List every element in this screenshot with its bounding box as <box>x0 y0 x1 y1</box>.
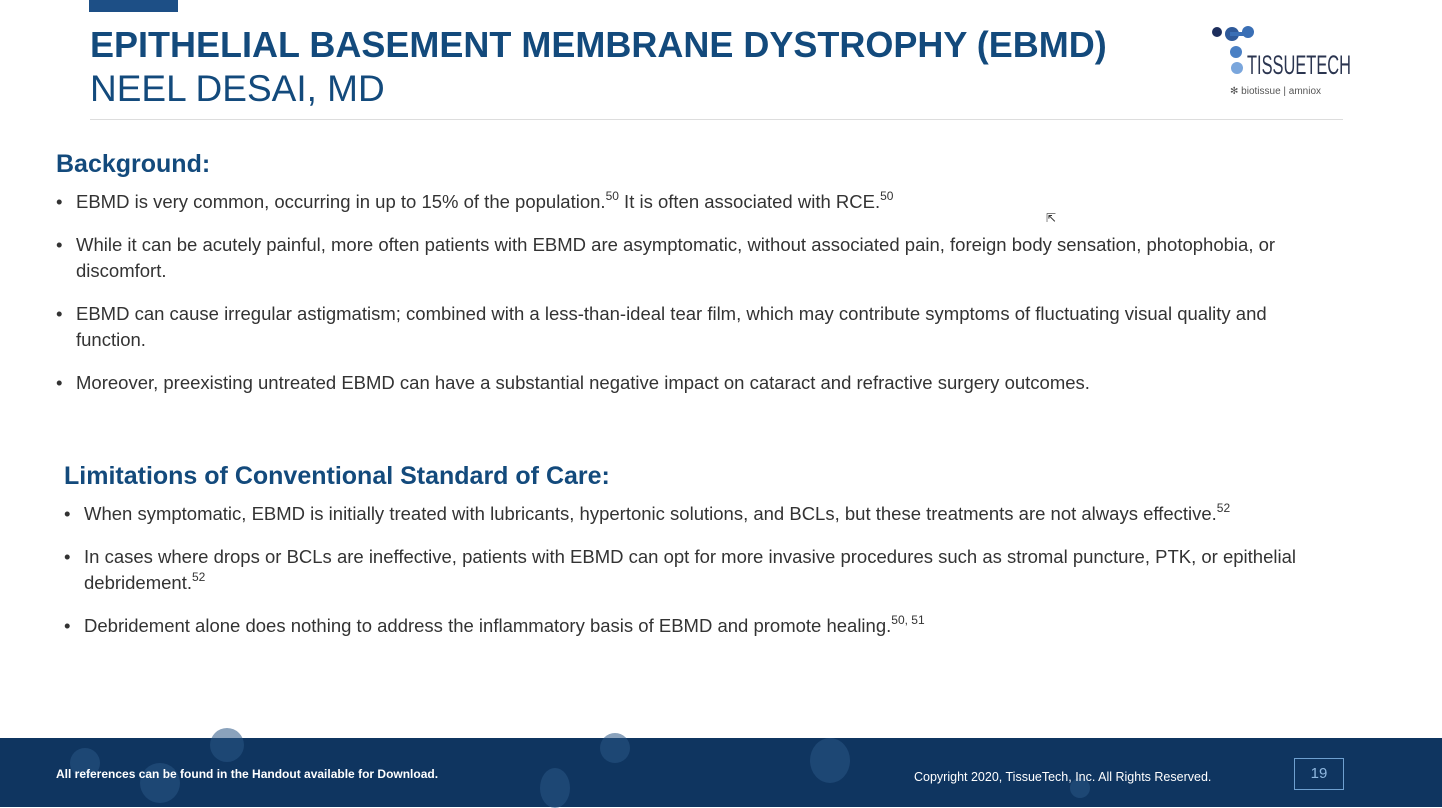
slide-subtitle: NEEL DESAI, MD <box>90 68 385 109</box>
logo-text: TISSUETECH <box>1247 50 1351 80</box>
list-item: • EBMD is very common, occurring in up to 15% of the population.$^{50}$ It is often associated with RCE.$^{50}$ <box>56 189 1316 215</box>
footer <box>0 738 1442 807</box>
list-item: • Debridement alone does nothing to address the inflammatory basis of EBMD and promote healing.$^{50, 51}$ <box>64 613 1384 639</box>
svg-text:✻ biotissue | amniox: ✻ biotissue | amniox <box>1230 86 1322 97</box>
limitations-heading: Limitations of Conventional Standard of Care: <box>64 462 610 490</box>
limitations-list <box>64 501 1384 656</box>
background-list <box>56 189 1316 413</box>
background-heading: Background: <box>56 150 211 178</box>
list-item: • EBMD can cause irregular astigmatism; combined with a less-than-ideal tear film, which may contribute symptoms of fluctuating visual quality and function. <box>56 301 1316 353</box>
list-item: • In cases where drops or BCLs are ineffective, patients with EBMD can opt for more invasive procedures such as stromal puncture, PTK, or epithelial debridement.$^{52}$ <box>64 544 1384 596</box>
references-note: All references can be found in the Handout available for Download. <box>56 767 439 781</box>
mouse-cursor-icon: ⇱ <box>1046 211 1057 225</box>
accent-bar <box>89 0 178 12</box>
slide-title: EPITHELIAL BASEMENT MEMBRANE DYSTROPHY (EBMD) <box>90 24 1107 65</box>
tissuetech-logo <box>1210 22 1360 102</box>
divider <box>90 119 1343 120</box>
list-item: • While it can be acutely painful, more often patients with EBMD are asymptomatic, without associated pain, foreign body sensation, photophobia, or discomfort. <box>56 232 1316 284</box>
list-item: • When symptomatic, EBMD is initially treated with lubricants, hypertonic solutions, and BCLs, but these treatments are not always effective.$^{52}$ <box>64 501 1384 527</box>
list-item: • Moreover, preexisting untreated EBMD can have a substantial negative impact on cataract and refractive surgery outcomes. <box>56 370 1316 396</box>
page-number: 19 <box>1294 758 1344 790</box>
copyright: Copyright 2020, TissueTech, Inc. All Rights Reserved. <box>914 770 1212 784</box>
